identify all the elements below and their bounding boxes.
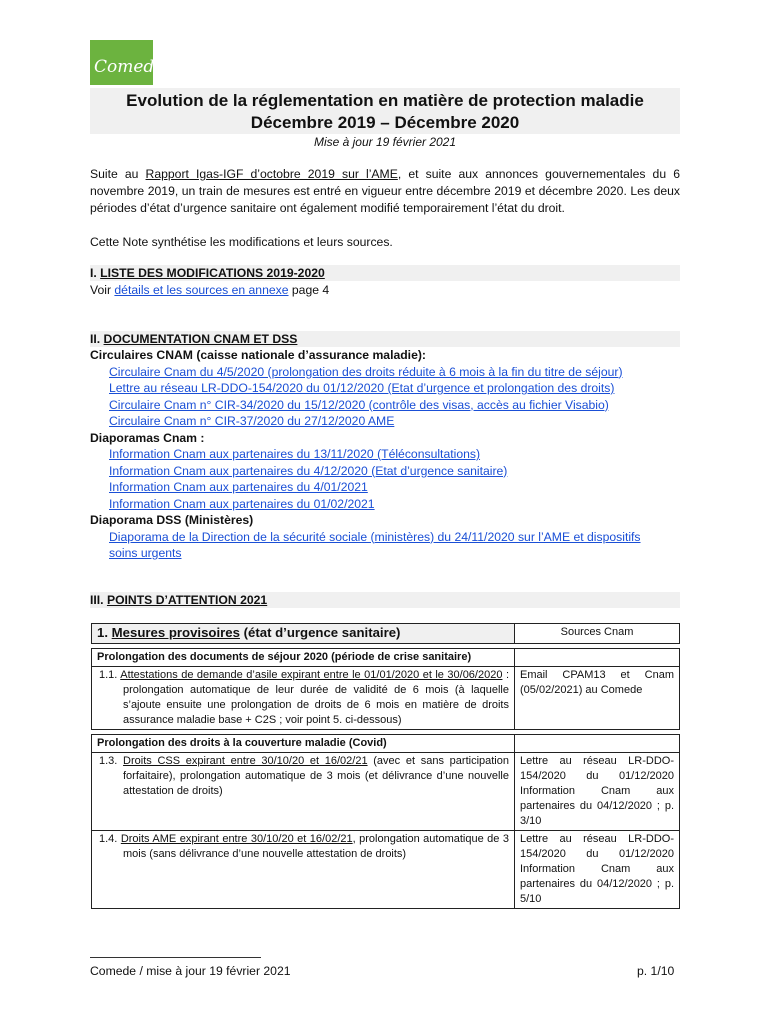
circulaire-link[interactable]: Circulaire Cnam n° CIR-34/2020 du 15/12/2020 (contrôle des visas, accès au fichier Visabio) [109,397,609,412]
diaporama-link[interactable]: Information Cnam aux partenaires du 01/02/2021 [109,496,375,511]
document-title-box [90,88,680,134]
row-text: : prolongation automatique de leur durée de validité de 6 mois (à laquelle s’ajoute ensuite une prolongation de droits de 6 mois en matière de droits assurance maladie base + C2S ; voir point 5. ci-dessous) [123,669,510,726]
head-num: 1. [97,625,112,640]
group-src-empty [515,649,680,667]
points-attention-table [91,623,680,909]
row-num: 1.3. [99,755,124,767]
diaporamas-heading: Diaporamas Cnam : [90,430,205,445]
circulaire-link[interactable]: Circulaire Cnam n° CIR-37/2020 du 27/12/2020 AME [109,414,395,428]
head-rest: (état d’urgence sanitaire) [239,625,401,640]
section-2-title: DOCUMENTATION CNAM ET DSS [103,332,298,346]
diaporama-link[interactable]: Information Cnam aux partenaires du 4/01/2021 [109,480,368,494]
dss-heading: Diaporama DSS (Ministères) [90,513,254,527]
document-period: Décembre 2019 – Décembre 2020 [250,113,520,132]
circulaire-link[interactable]: Lettre au réseau LR-DDO-154/2020 du 01/12/2020 (Etat d’urgence et prolongation des droits) [109,381,615,395]
row-1-1-source: Email CPAM13 et Cnam (05/02/2021) au Comede [515,667,680,730]
table-row [92,753,680,831]
section-3-heading [90,592,680,608]
row-text: (avec et sans participation forfaitaire), prolongation automatique de 3 mois (et délivrance d’une nouvelle attestation de droits) [123,755,509,797]
section-2-body [90,347,680,562]
annexe-link[interactable]: détails et les sources en annexe [114,283,289,297]
document-title: Evolution de la réglementation en matière de protection maladie [126,91,644,110]
table-header-row [92,624,680,644]
page-number: p. 1/10 [637,964,675,978]
row-1-4-source: Lettre au réseau LR-DDO-154/2020 du 01/12/2020 Information Cnam aux partenaires du 04/12/2020 ; p. 5/10 [515,831,680,909]
table-row [92,667,680,730]
row-text: , prolongation automatique de 3 mois (sans délivrance d’une nouvelle attestation de droits) [123,833,510,860]
diaporama-link[interactable]: Information Cnam aux partenaires du 13/11/2020 (Téléconsultations) [109,447,481,461]
row-underlined: Droits AME expirant entre 30/10/20 et 16/02/21 [120,833,353,845]
footer-left: Comede / mise à jour 19 février 2021 [90,964,291,978]
group-title-1: Prolongation des documents de séjour 2020 (période de crise sanitaire) [92,649,515,667]
table-group-row [92,735,680,753]
sources-head-cell: Sources Cnam [515,624,680,644]
row-1-3 [92,753,515,831]
section-1-title: LISTE DES MODIFICATIONS 2019-2020 [100,266,325,280]
row-underlined: Attestations de demande d’asile expirant entre le 01/01/2020 et le 30/06/2020 [120,669,503,681]
document-update-date: Mise à jour 19 février 2021 [313,135,457,149]
logo-text: Comede [94,57,165,77]
section-3-num: III. [90,593,107,607]
row-num: 1.4. [99,833,121,845]
dss-link[interactable]: Diaporama de la Direction de la sécurité sociale (ministères) du 24/11/2020 sur l’AME et dispositifs [109,529,641,544]
row-underlined: Droits CSS expirant entre 30/10/20 et 16/02/21 [123,755,368,767]
intro-paragraph [90,166,680,217]
row-num: 1.1. [99,669,121,681]
group-src-empty [515,735,680,753]
section-1-num: I. [90,266,101,280]
section-2-heading [90,331,680,347]
intro-text-a: Suite au [90,167,146,181]
circulaires-heading: Circulaires CNAM (caisse nationale d’assurance maladie): [90,348,426,362]
dss-link-cont[interactable]: soins urgents [109,546,182,560]
rapport-link[interactable]: Rapport Igas-IGF d’octobre 2019 sur l’AME [145,167,398,181]
voir-text: Voir [90,283,115,297]
row-1-4 [92,831,515,909]
diaporama-link[interactable]: Information Cnam aux partenaires du 4/12/2020 (Etat d’urgence sanitaire) [109,463,508,478]
group-title-2: Prolongation des droits à la couverture maladie (Covid) [92,735,515,753]
row-1-3-source: Lettre au réseau LR-DDO-154/2020 du 01/12/2020 Information Cnam aux partenaires du 04/12/2020 ; p. 3/10 [515,753,680,831]
comede-logo [90,40,165,85]
table-head-cell [92,624,515,644]
row-1-1 [92,667,515,730]
intro-summary: Cette Note synthétise les modifications et leurs sources. [90,235,393,249]
head-title: Mesures provisoires [111,625,240,640]
intro-text-b: , et suite aux annonces gouvernementales du 6 novembre 2019, un train de mesures est entré en vigueur entre décembre 2019 et décembre 2020. Les deux périodes d’état d’urgence sanitaire ont également modifié temporairement l’état du droit. [90,167,680,215]
circulaire-link[interactable]: Circulaire Cnam du 4/5/2020 (prolongation des droits réduite à 6 mois à la fin du titre de séjour) [109,364,623,379]
table-row [92,831,680,909]
table-group-row [92,649,680,667]
section-1-body [90,282,680,299]
page-ref: page 4 [288,283,330,297]
section-2-num: II. [90,332,104,346]
section-1-heading [90,265,680,281]
section-3-title: POINTS D’ATTENTION 2021 [106,593,268,607]
footer-divider [90,957,261,958]
